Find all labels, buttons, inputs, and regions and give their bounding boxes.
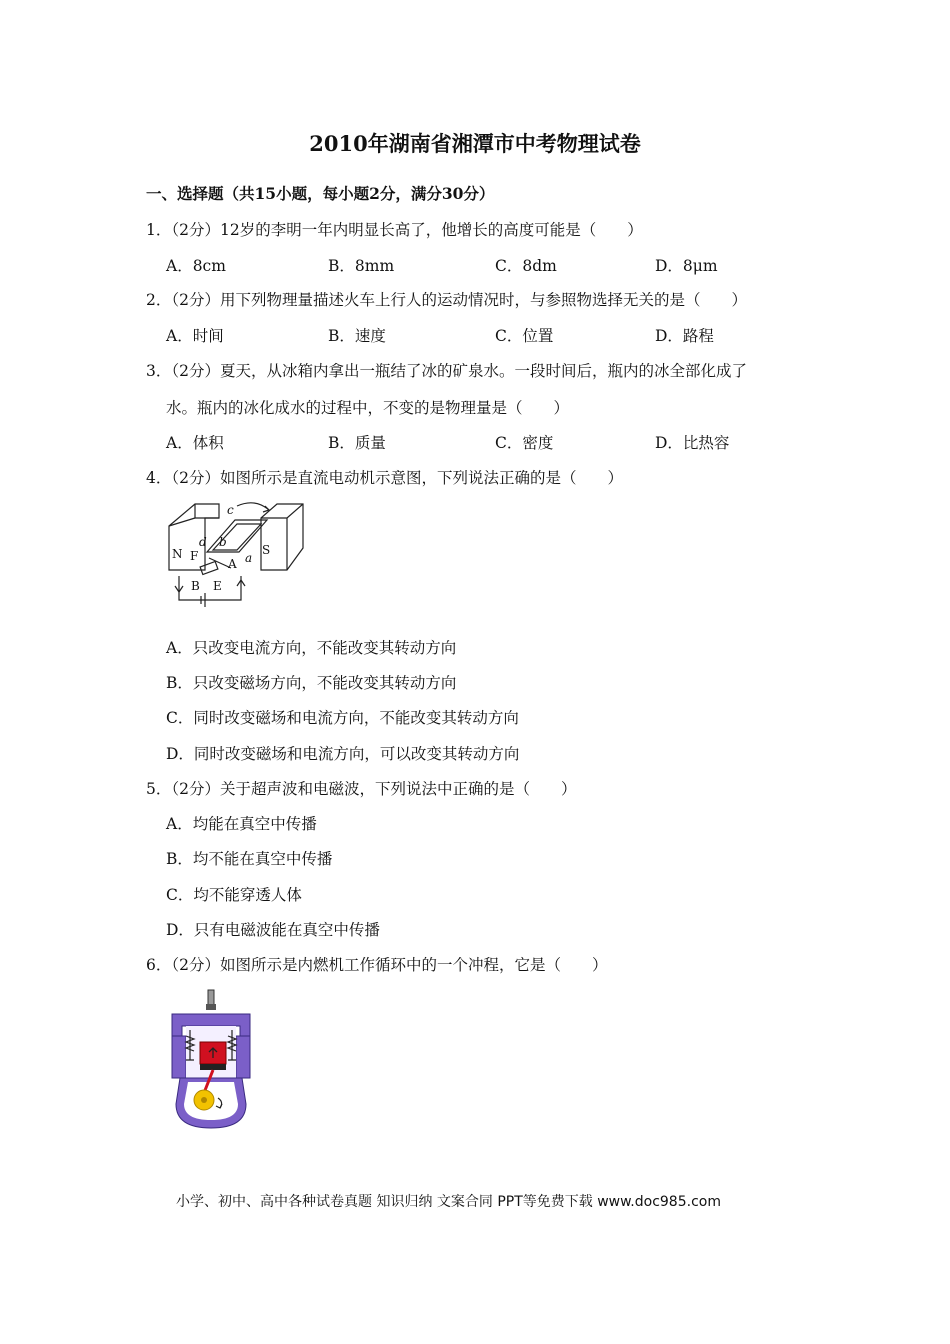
q5-option-c: C．均不能穿透人体 (166, 886, 302, 904)
motor-label-f: F (190, 549, 199, 563)
question-3-continued: 水。瓶内的冰化成水的过程中，不变的是物理量是（ ） (166, 399, 570, 417)
q1-option-b: B．8mm (328, 257, 395, 275)
motor-label-d: d (199, 535, 207, 549)
question-6: 6．（2分）如图所示是内燃机工作循环中的一个冲程，它是（ ） (146, 956, 608, 974)
motor-label-c: c (227, 503, 234, 517)
question-3: 3．（2分）夏天，从冰箱内拿出一瓶结了冰的矿泉水。一段时间后，瓶内的冰全部化成了 (146, 362, 747, 380)
q2-option-c: C．位置 (495, 327, 554, 345)
q5-option-a: A．均能在真空中传播 (166, 815, 317, 833)
motor-label-a-lower: a (245, 551, 253, 565)
question-5: 5．（2分）关于超声波和电磁波，下列说法中正确的是（ ） (146, 780, 577, 798)
q4-option-c: C．同时改变磁场和电流方向，不能改变其转动方向 (166, 709, 519, 727)
engine-stroke-diagram (166, 986, 256, 1132)
motor-label-n: N (172, 547, 183, 561)
q4-option-d: D．同时改变磁场和电流方向，可以改变其转动方向 (166, 745, 520, 763)
q1-option-d: D．8μm (655, 257, 718, 275)
q3-option-c: C．密度 (495, 434, 554, 452)
motor-label-a-upper: A (228, 557, 237, 571)
q4-option-a: A．只改变电流方向，不能改变其转动方向 (166, 639, 457, 657)
motor-label-e: E (213, 579, 222, 593)
dc-motor-diagram (165, 496, 307, 608)
page-title: 2010年湖南省湘潭市中考物理试卷 (309, 131, 641, 156)
motor-label-b-upper: B (191, 579, 200, 593)
q2-option-b: B．速度 (328, 327, 386, 345)
question-2: 2．（2分）用下列物理量描述火车上行人的运动情况时，与参照物选择无关的是（ ） (146, 291, 747, 309)
q3-option-d: D．比热容 (655, 434, 730, 452)
q1-option-c: C．8dm (495, 257, 557, 275)
motor-label-b: b (219, 535, 227, 549)
q2-option-d: D．路程 (655, 327, 714, 345)
q5-option-d: D．只有电磁波能在真空中传播 (166, 921, 380, 939)
motor-label-s: S (262, 543, 271, 557)
q1-option-a: A．8cm (166, 257, 226, 275)
q4-option-b: B．只改变磁场方向，不能改变其转动方向 (166, 674, 457, 692)
page-footer: 小学、初中、高中各种试卷真题 知识归纳 文案合同 PPT等免费下载 www.doc985.com (176, 1194, 721, 1210)
q5-option-b: B．均不能在真空中传播 (166, 850, 333, 868)
section-header: 一、选择题（共15小题，每小题2分，满分30分） (146, 184, 495, 203)
question-1: 1．（2分）12岁的李明一年内明显长高了，他增长的高度可能是（ ） (146, 221, 643, 239)
q3-option-b: B．质量 (328, 434, 386, 452)
q3-option-a: A．体积 (166, 434, 224, 452)
q2-option-a: A．时间 (166, 327, 224, 345)
question-4: 4．（2分）如图所示是直流电动机示意图，下列说法正确的是（ ） (146, 469, 623, 487)
